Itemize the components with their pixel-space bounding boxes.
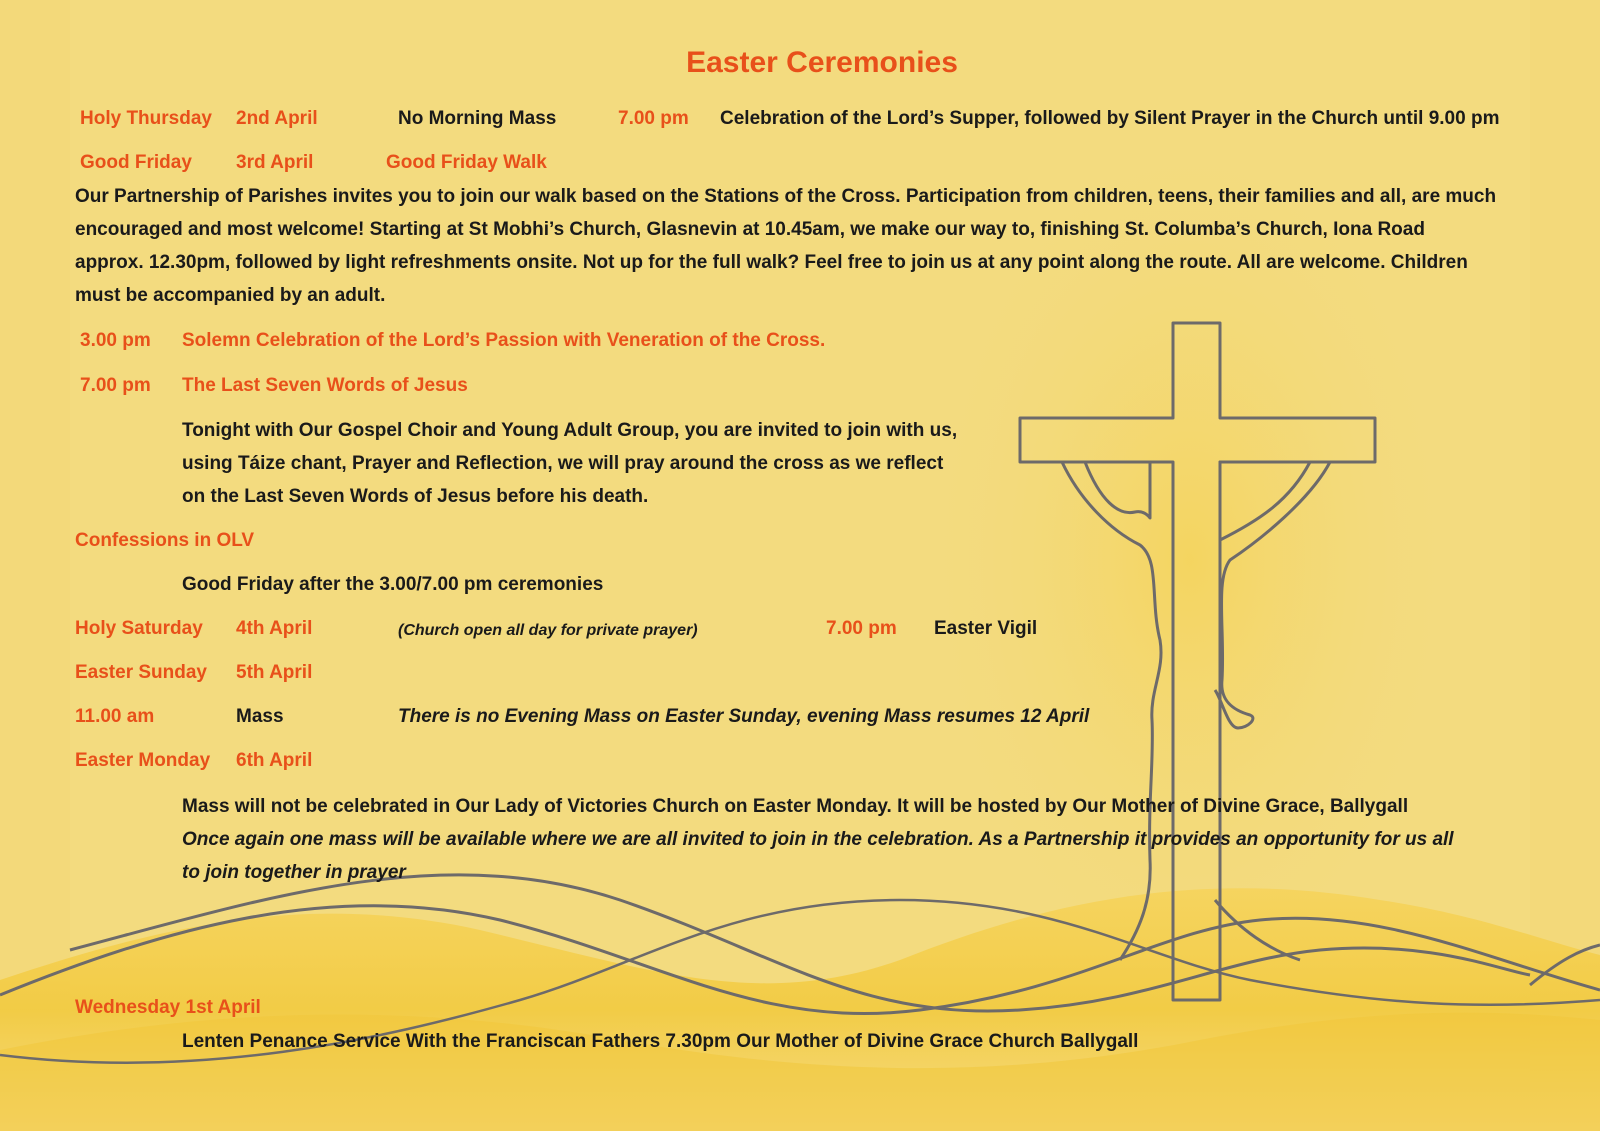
easter-monday-date: 6th April [236,750,313,771]
confessions-detail: Good Friday after the 3.00/7.00 pm ceremonies [182,574,604,595]
easter-sunday-note: There is no Evening Mass on Easter Sunday, evening Mass resumes 12 April [398,706,1090,727]
walk-line: encouraged and most welcome! Starting at St Mobhi’s Church, Glasnevin at 10.45am, we make our way to, finishing St. Columba’s Church, Iona Road [75,219,1425,240]
holy-thursday-day: Holy Thursday [80,108,212,129]
monday-italic-line: Once again one mass will be available where we are all invited to join in the celebration. As a Partnership it provides an opportunity for us all [182,829,1454,850]
holy-saturday-note: (Church open all day for private prayer) [398,622,698,639]
good-friday-walk-title: Good Friday Walk [386,152,547,173]
holy-saturday-day: Holy Saturday [75,618,203,639]
good-friday-date: 3rd April [236,152,314,173]
good-friday-day: Good Friday [80,152,192,173]
walk-line: must be accompanied by an adult. [75,285,386,306]
easter-sunday-day: Easter Sunday [75,662,207,683]
holy-thursday-event: Celebration of the Lord’s Supper, followed by Silent Prayer in the Church until 9.00 pm [720,108,1500,129]
words-line: using Táize chant, Prayer and Reflection, we will pray around the cross as we reflect [182,453,944,474]
holy-thursday-note: No Morning Mass [398,108,557,129]
good-friday-walk-description [75,180,1496,312]
words-line: on the Last Seven Words of Jesus before his death. [182,486,649,507]
easter-sunday-time: 11.00 am [75,706,155,727]
easter-sunday-date: 5th April [236,662,313,683]
easter-monday-description [182,790,1454,889]
holy-thursday-date: 2nd April [236,108,318,129]
easter-monday-day: Easter Monday [75,750,211,771]
confessions-heading: Confessions in OLV [75,530,255,551]
holy-saturday-event: Easter Vigil [934,618,1038,639]
walk-line: Our Partnership of Parishes invites you to join our walk based on the Stations of the Cross. Participation from children, teens, their families and all, are much [75,186,1497,207]
last-words-event: The Last Seven Words of Jesus [182,375,468,396]
wednesday-heading: Wednesday 1st April [75,997,261,1018]
monday-line: Mass will not be celebrated in Our Lady of Victories Church on Easter Monday. It will be hosted by Our Mother of Divine Grace, Ballygall [182,796,1409,817]
holy-saturday-date: 4th April [236,618,313,639]
words-line: Tonight with Our Gospel Choir and Young Adult Group, you are invited to join with us, [182,420,958,441]
easter-sunday-event: Mass [236,706,284,727]
monday-italic-line: to join together in prayer [182,862,406,883]
holy-saturday-time: 7.00 pm [826,618,897,639]
passion-event: Solemn Celebration of the Lord’s Passion with Veneration of the Cross. [182,330,826,351]
holy-thursday-time: 7.00 pm [618,108,689,129]
page-title: Easter Ceremonies [686,46,958,79]
walk-line: approx. 12.30pm, followed by light refreshments onsite. Not up for the full walk? Feel free to join us at any point along the route. All are welcome. Children [75,252,1468,273]
wednesday-detail: Lenten Penance Service With the Franciscan Fathers 7.30pm Our Mother of Divine Grace Church Ballygall [182,1031,1139,1052]
last-words-time: 7.00 pm [80,375,151,396]
last-words-description [182,414,957,513]
passion-time: 3.00 pm [80,330,151,351]
